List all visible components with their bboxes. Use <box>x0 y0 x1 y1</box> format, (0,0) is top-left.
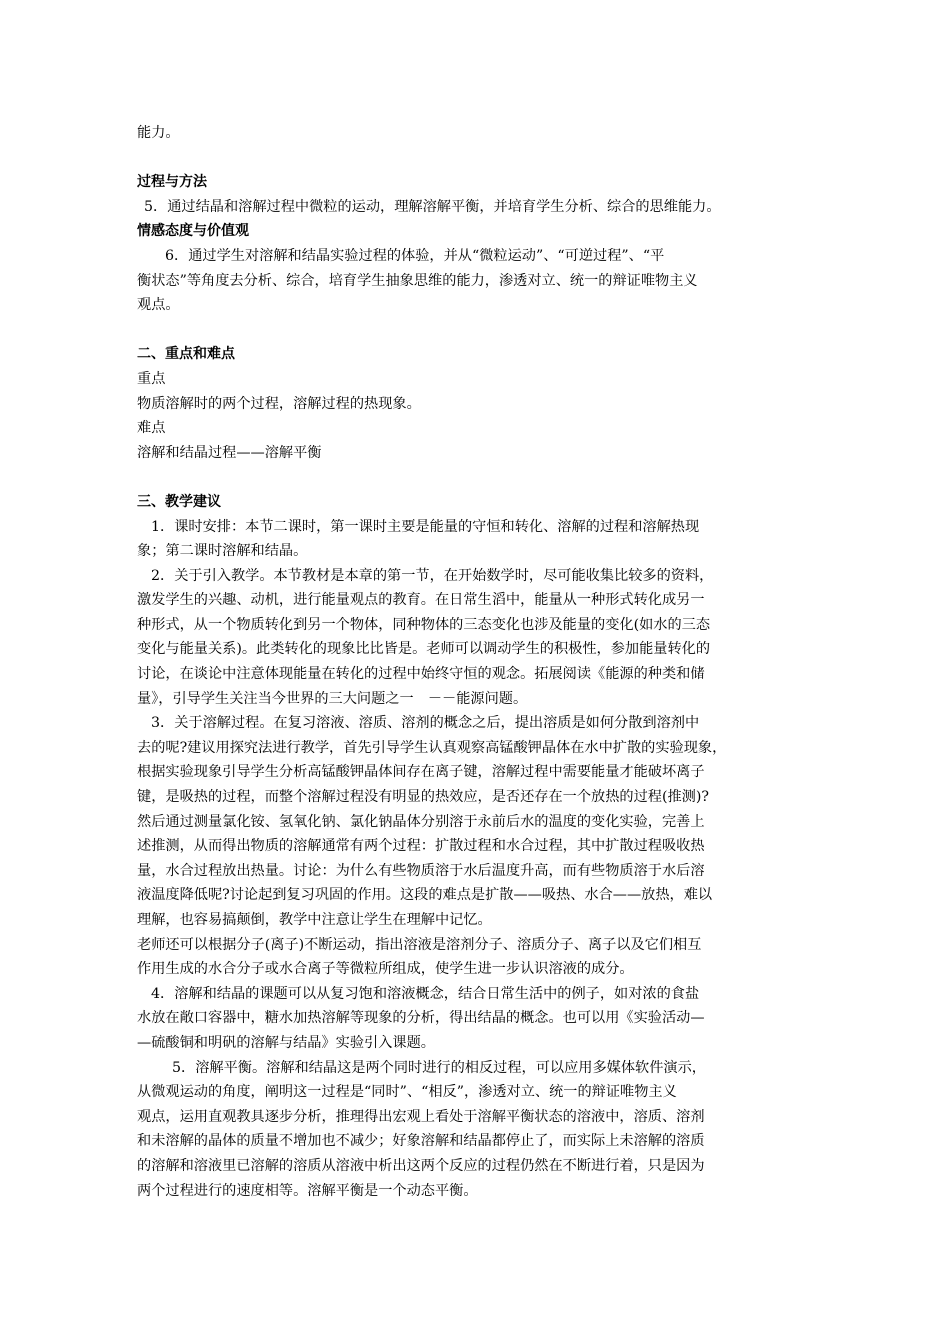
difficult-point-label: 难点 <box>137 420 166 437</box>
paragraph-line: 5．溶解平衡。溶解和结晶这是两个同时进行的相反过程，可以应用多媒体软件演示， <box>172 1059 706 1076</box>
paragraph-line: 水放在敞口容器中，糖水加热溶解等现象的分析，得出结晶的概念。也可以用《实验活动— <box>137 1010 705 1027</box>
suggestion-5 <box>137 1056 817 1204</box>
paragraph-line: 4．溶解和结晶的课题可以从复习饱和溶液概念，结合日常生活中的例子，如对浓的食盐 <box>151 985 700 1002</box>
objective-5: 5．通过结晶和溶解过程中微粒的运动，理解溶解平衡，并培育学生分析、综合的思维能力。 <box>144 198 721 215</box>
paragraph-line: 1．课时安排：本节二课时，第一课时主要是能量的守恒和转化、溶解的过程和溶解热现 <box>151 518 700 535</box>
paragraph-line: 种形式，从一个物质转化到另一个物体，同种物体的三态变化也涉及能量的变化(如水的三态 <box>137 616 711 633</box>
paragraph-line: 去的呢?建议用探究法进行教学，首先引导学生认真观察高锰酸钾晶体在水中扩散的实验现象， <box>137 739 727 756</box>
paragraph-line: 象；第二课时溶解和结晶。 <box>137 543 308 560</box>
key-point-text: 物质溶解时的两个过程，溶解过程的热现象。 <box>137 395 421 412</box>
paragraph-line: 键，是吸热的过程，而整个溶解过程没有明显的热效应，是否还存在一个放热的过程(推测)? <box>137 789 709 806</box>
paragraph-line: 和未溶解的晶体的质量不增加也不减少；好象溶解和结晶都停止了，而实际上未溶解的溶质 <box>137 1133 705 1150</box>
paragraph-line: 2．关于引入教学。本节教材是本章的第一节，在开始数学时，尽可能收集比较多的资料， <box>151 567 714 584</box>
paragraph-line: 量》，引导学生关注当今世界的三大问题之一 －－能源问题。 <box>137 690 528 707</box>
paragraph-line: 变化与能量关系)。此类转化的现象比比皆是。老师可以调动学生的积极性，参加能量转化的 <box>137 641 711 658</box>
paragraph-line: 从微观运动的角度，阐明这一过程是“同时”、“相反”，渗透对立、统一的辩证唯物主义 <box>137 1084 677 1101</box>
paragraph-line: 讨论，在谈论中注意体现能量在转化的过程中始终守恒的观念。拓展阅读《能源的种类和储 <box>137 666 705 683</box>
paragraph-line: 理解，也容易搞颠倒，教学中注意让学生在理解中记忆。 <box>137 912 492 928</box>
continuation-text: 能力。 <box>137 125 180 141</box>
paragraph-line: 3．关于溶解过程。在复习溶液、溶质、溶剂的概念之后，提出溶质是如何分散到溶剂中 <box>151 715 700 732</box>
paragraph-line: 述推测，从而得出物质的溶解通常有两个过程：扩散过程和水合过程，其中扩散过程吸收热 <box>137 838 705 855</box>
paragraph-line: 衡状态”等角度去分析、综合，培育学生抽象思维的能力，渗透对立、统一的辩证唯物主义 <box>137 272 698 289</box>
paragraph-line: 根据实验现象引导学生分析高锰酸钾晶体间存在离子键，溶解过程中需要能量才能破坏离子 <box>137 764 705 781</box>
paragraph-line: 两个过程进行的速度相等。溶解平衡是一个动态平衡。 <box>137 1182 478 1199</box>
suggestion-3 <box>137 711 817 932</box>
heading-teaching-suggestions: 三、教学建议 <box>137 493 221 510</box>
blank-line <box>137 318 817 343</box>
paragraph-line: 的溶解和溶液里已溶解的溶质从溶液中析出这两个反应的过程仍然在不断进行着，只是因为 <box>137 1157 705 1174</box>
paragraph-line: 量，水合过程放出热量。讨论：为什么有些物质溶于水后温度升高，而有些物质溶于水后溶 <box>137 862 705 879</box>
paragraph-line: 激发学生的兴趣、动机，进行能量观点的教育。在日常生滔中，能量从一种形式转化成另一 <box>137 592 705 609</box>
suggestion-4 <box>137 982 817 1056</box>
paragraph-line: 作用生成的水合分子或水合离子等微粒所组成，使学生进一步认识溶液的成分。 <box>137 961 634 978</box>
paragraph-line: —硫酸铜和明矾的溶解与结晶》实验引入课题。 <box>137 1034 435 1051</box>
difficult-point-text: 溶解和结晶过程——溶解平衡 <box>137 444 322 461</box>
heading-process-method: 过程与方法 <box>137 174 207 191</box>
paragraph-line: 老师还可以根据分子(离子)不断运动，指出溶液是溶剂分子、溶质分子、离子以及它们相互 <box>137 936 702 953</box>
paragraph-line: 6．通过学生对溶解和结晶实验过程的体验，并从“微粒运动”、“可逆过程”、“平 <box>165 247 665 264</box>
suggestion-3-supplement <box>137 933 817 982</box>
heading-key-difficult: 二、重点和难点 <box>137 346 235 363</box>
suggestion-2 <box>137 564 817 712</box>
paragraph-line: 然后通过测量氯化铵、氢氧化钠、氯化钠晶体分别溶于永前后水的温度的变化实验，完善上 <box>137 813 705 830</box>
objective-6 <box>137 244 817 318</box>
blank-line <box>137 465 817 490</box>
paragraph-line: 观点，运用直观教具逐步分析，推理得出宏观上看处于溶解平衡状态的溶液中，溶质、溶剂 <box>137 1108 705 1125</box>
key-point-label: 重点 <box>137 370 166 387</box>
suggestion-1 <box>137 515 817 564</box>
heading-attitude-values: 情感态度与价值观 <box>137 223 249 240</box>
paragraph-line: 观点。 <box>137 297 180 314</box>
document-page <box>137 121 817 1203</box>
paragraph-line: 液温度降低呢?讨论起到复习巩固的作用。这段的难点是扩散——吸热、水合——放热，难以 <box>137 887 713 904</box>
blank-line <box>137 146 817 171</box>
